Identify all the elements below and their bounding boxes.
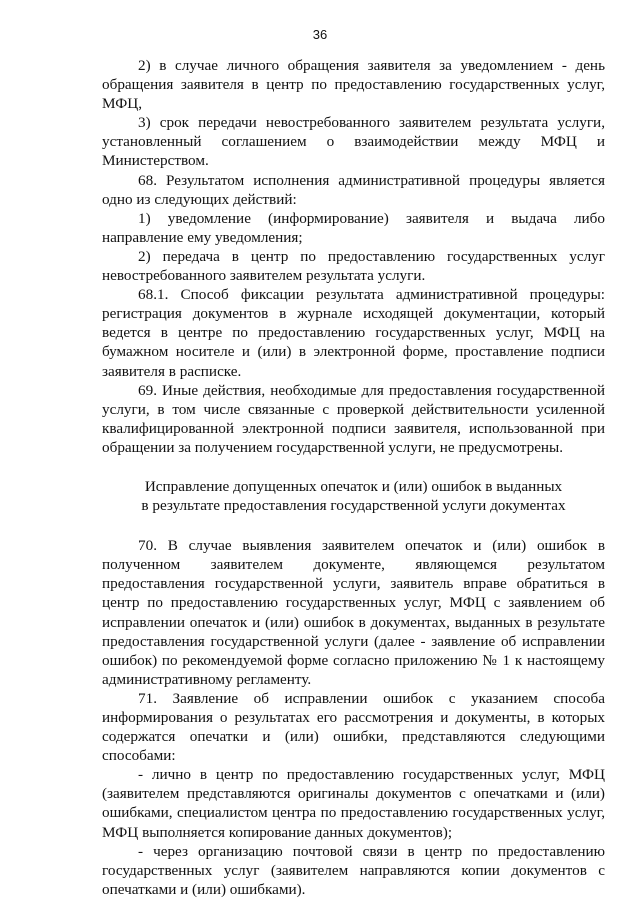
section-heading-line: в результате предоставления государственной услуги документах <box>141 497 566 515</box>
document-body <box>102 56 605 899</box>
paragraph: 3) срок передачи невостребованного заявителем результата услуги, установленный соглашением о взаимодействии между МФЦ и Министерством. <box>102 114 605 170</box>
paragraph: 2) в случае личного обращения заявителя за уведомлением - день обращения заявителя в центр по предоставлению государственных услуг, МФЦ, <box>102 57 605 113</box>
paragraph: 69. Иные действия, необходимые для предоставления государственной услуги, в том числе связанные с проверкой действительности усиленной квалифицированной электронной подписи заявителя, использованной при обращении за получением государственной услуги, не предусмотрены. <box>102 381 605 456</box>
section-heading <box>102 477 605 515</box>
paragraph: - лично в центр по предоставлению государственных услуг, МФЦ (заявителем представляются оригиналы документов с опечатками и (или) ошибками, специалистом центра по предоставлению государственных услуг, МФЦ выполняется копирование данных документов); <box>102 766 605 841</box>
page-number: 36 <box>312 27 328 42</box>
paragraph: 71. Заявление об исправлении ошибок с указанием способа информирования о результатах его рассмотрения и документы, в которых содержатся опечатки и (или) ошибки, представляются следующими способами: <box>102 689 605 765</box>
paragraph: 70. В случае выявления заявителем опечаток и (или) ошибок в полученном заявителем документе, являющемся результатом предоставления государственной услуги, заявитель вправе обратиться в центр по предоставлению государственных услуг, МФЦ с заявлением об исправлении опечаток и (или) ошибок в документах, выданных в результате предоставления государственной услуги (далее - заявление об исправлении ошибок) по рекомендуемой форме согласно приложению № 1 к настоящему административному регламенту. <box>102 537 605 688</box>
paragraph: 1) уведомление (информирование) заявителя и выдача либо направление ему уведомления; <box>102 209 605 246</box>
paragraph: 2) передача в центр по предоставлению государственных услуг невостребованного заявителем результата услуги. <box>102 247 605 285</box>
paragraph: 68. Результатом исполнения административной процедуры является одно из следующих действий: <box>102 171 605 208</box>
paragraph: 68.1. Способ фиксации результата административной процедуры: регистрация документов в журнале исходящей документации, который ведется в центре по предоставлению государственных услуг, МФЦ на бумажном носителе и (или) в электронной форме, проставление подписи заявителя в расписке. <box>102 286 605 380</box>
section-heading-line: Исправление допущенных опечаток и (или) ошибок в выданных <box>144 477 563 495</box>
paragraph: - через организацию почтовой связи в центр по предоставлению государственных услуг (заявителем направляются копии документов с опечатками и (или) ошибками). <box>102 842 605 898</box>
